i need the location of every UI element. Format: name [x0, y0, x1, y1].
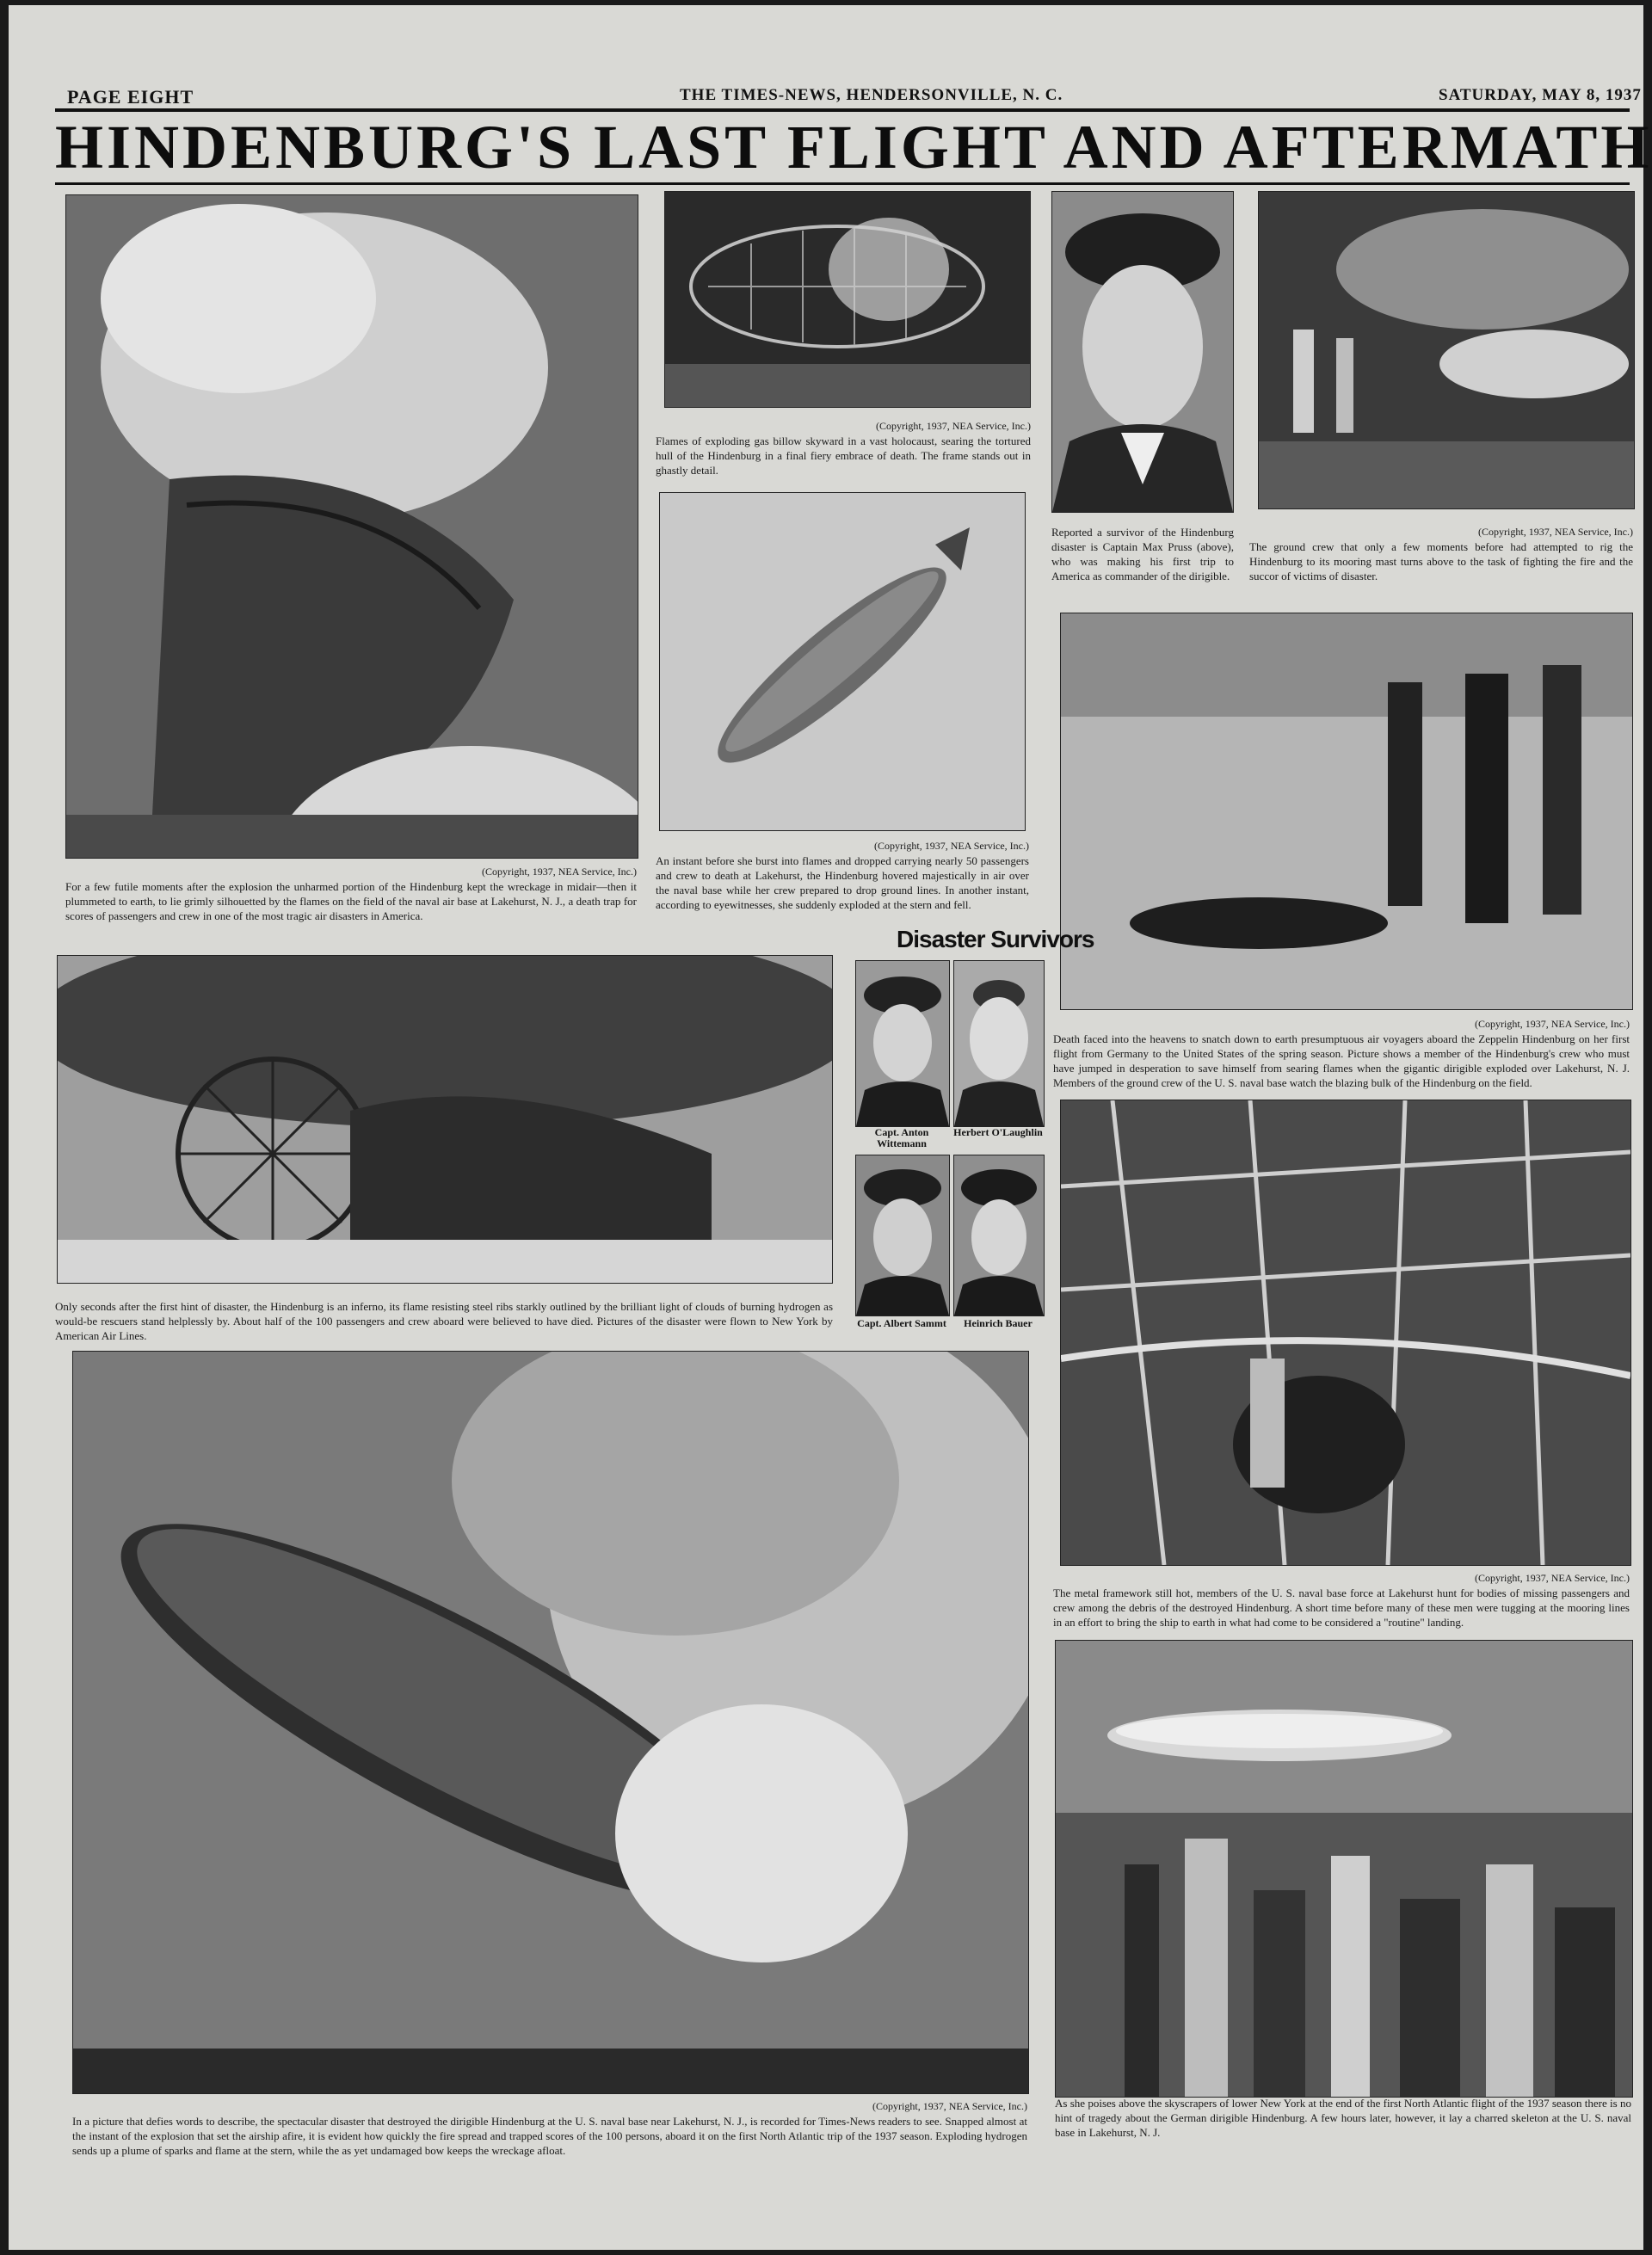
- credit-line: (Copyright, 1937, NEA Service, Inc.): [874, 840, 1029, 852]
- photo-survivor-1: [855, 960, 950, 1127]
- photo-ground-crew: [1258, 191, 1635, 509]
- credit-line: (Copyright, 1937, NEA Service, Inc.): [876, 420, 1031, 432]
- photo-skeleton-inferno: [57, 955, 833, 1284]
- caption-airship-hovering: [656, 839, 1029, 912]
- page-label: PAGE EIGHT: [67, 86, 194, 108]
- survivor-name-1: Capt. Anton Wittemann: [874, 1126, 929, 1149]
- photo-over-new-york: [1055, 1640, 1633, 2098]
- survivors-title: Disaster Survivors: [897, 926, 1094, 952]
- photo-falling-airship: [65, 194, 638, 859]
- headline-rule: [55, 182, 1630, 185]
- caption-wreckage-search: [1053, 1571, 1630, 1630]
- survivor-name-3: Capt. Albert Sammt: [857, 1317, 946, 1329]
- caption-flaming-frame: [656, 419, 1031, 477]
- credit-line: (Copyright, 1937, NEA Service, Inc.): [1475, 1018, 1630, 1030]
- credit-line: (Copyright, 1937, NEA Service, Inc.): [1478, 526, 1633, 538]
- photo-captain-portrait: [1051, 191, 1234, 513]
- photo-crew-on-field: [1060, 613, 1633, 1010]
- caption-captain: Reported a survivor of the Hindenburg disaster is Captain Max Pruss (above), who was making his first trip to America as commander of the dirigible.: [1051, 526, 1234, 582]
- caption-over-new-york: As she poises above the skyscrapers of lower New York at the end of the first North Atlantic flight of the 1937 season there is no hint of tragedy about the German dirigible Hindenburg. A few hours later, however, it lay a charred skeleton at the U. S. naval base in Lakehurst, N. J.: [1055, 2097, 1631, 2139]
- photo-survivor-4: [953, 1155, 1045, 1316]
- caption-skeleton-inferno: Only seconds after the first hint of disaster, the Hindenburg is an inferno, its flame resisting steel ribs starkly outlined by the brilliant light of clouds of burning hydrogen as would-be rescuers stand helplessly by. About half of the 100 passengers and crew aboard were believed to have died. Pictures of the disaster were flown to New York by American Air Lines.: [55, 1300, 833, 1342]
- photo-survivor-2: [953, 960, 1045, 1127]
- paper-name: THE TIMES-NEWS, HENDERSONVILLE, N. C.: [680, 86, 1063, 104]
- caption-text: In a picture that defies words to describe, the spectacular disaster that destroyed the dirigible Hindenburg at the U. S. naval base near Lakehurst, N. J., is recorded for Times-News readers to see. Snapped almost at the instant of the explosion that set the airship afire, it is evident how quickly the fire spread and trapped scores of the 100 persons, aboard it on the first North Atlantic trip of the 1937 season. Exploding hydrogen sends up a plume of sparks and flame at the stern, while the as yet undamaged bow keeps the wreckage afloat.: [72, 2115, 1027, 2157]
- caption-text: Death faced into the heavens to snatch down to earth presumptuous air voyagers aboard the Zeppelin Hindenburg on her first flight from Germany to the United States of the spring season. Picture shows a member of the Hindenburg's crew who must have jumped in desperation to save himself from searing flames when the gigantic dirigible exploded over Lakehurst, N. J. Members of the ground crew of the U. S. naval base watch the blazing bulk of the Hindenburg on the field.: [1053, 1032, 1630, 1089]
- headline: HINDENBURG'S LAST FLIGHT AND AFTERMATH: [55, 113, 1652, 182]
- credit-line: (Copyright, 1937, NEA Service, Inc.): [1475, 1572, 1630, 1584]
- caption-text: An instant before she burst into flames and dropped carrying nearly 50 passengers and crew to death at Lakehurst, the Hindenburg hovered majestically in air over the naval base while her crew prepared to drop ground lines. In another instant, according to eyewitnesses, she suddenly exploded at the stern and fell.: [656, 854, 1029, 911]
- caption-falling-airship: [65, 865, 637, 923]
- photo-explosion: [72, 1351, 1029, 2094]
- photo-survivor-3: [855, 1155, 950, 1316]
- caption-ground-crew: [1249, 525, 1633, 583]
- survivor-name-2: Herbert O'Laughlin: [953, 1126, 1043, 1138]
- caption-text: Flames of exploding gas billow skyward in a vast holocaust, searing the tortured hull of the Hindenburg in a final fiery embrace of death. The frame stands out in ghastly detail.: [656, 434, 1031, 477]
- photo-airship-hovering: [659, 492, 1026, 831]
- caption-crew-on-field: [1053, 1017, 1630, 1090]
- photo-flaming-frame: [664, 191, 1031, 408]
- survivor-name-4: Heinrich Bauer: [964, 1317, 1032, 1329]
- credit-line: (Copyright, 1937, NEA Service, Inc.): [872, 2100, 1027, 2112]
- caption-explosion: [72, 2099, 1027, 2158]
- issue-date: SATURDAY, MAY 8, 1937: [1439, 86, 1642, 104]
- caption-text: The ground crew that only a few moments before had attempted to rig the Hindenburg to its mooring mast turns above to the task of fighting the fire and the succor of victims of disaster.: [1249, 540, 1633, 582]
- credit-line: (Copyright, 1937, NEA Service, Inc.): [482, 866, 637, 878]
- caption-text: For a few futile moments after the explosion the unharmed portion of the Hindenburg kept the wreckage in midair—then it plummeted to earth, to lie grimly silhouetted by the flames on the field of the naval air base at Lakehurst, N. J., a death trap for scores of passengers and crew in one of the most tragic air disasters in America.: [65, 880, 637, 922]
- caption-text: The metal framework still hot, members of the U. S. naval base force at Lakehurst hunt for bodies of missing passengers and crew among the debris of the destroyed Hindenburg. A short time before many of these men were tugging at the mooring lines in an effort to bring the ship to earth in what had come to be considered a "routine" landing.: [1053, 1587, 1630, 1629]
- photo-wreckage-search: [1060, 1100, 1631, 1566]
